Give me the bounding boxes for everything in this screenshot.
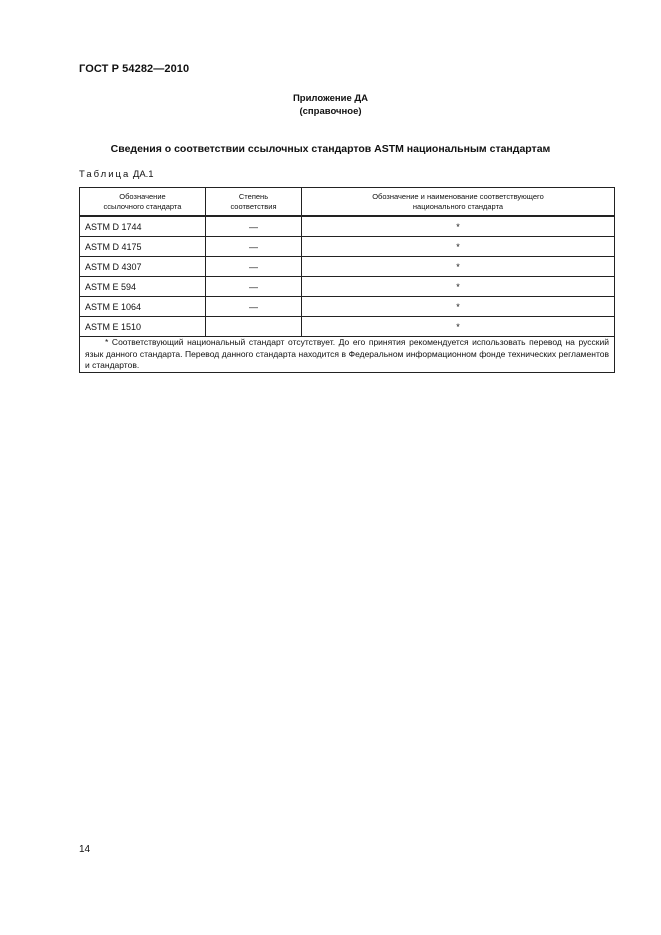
- table-row: [80, 297, 615, 317]
- cell-national: *: [302, 277, 615, 297]
- table-row: [80, 216, 615, 237]
- table-row: [80, 277, 615, 297]
- column-header-line: Обозначение и наименование соответствующего: [372, 191, 544, 201]
- cell-degree: —: [206, 237, 302, 257]
- column-header-degree: [206, 188, 302, 217]
- cell-standard: ASTM E 594: [80, 277, 206, 297]
- cell-standard: ASTM D 1744: [80, 216, 206, 237]
- table-caption: [79, 169, 154, 180]
- appendix-heading: [0, 92, 661, 118]
- column-header-line: ссылочного стандарта: [103, 201, 182, 211]
- cell-national: *: [302, 297, 615, 317]
- cell-standard: ASTM D 4175: [80, 237, 206, 257]
- document-code: ГОСТ Р 54282—2010: [79, 63, 190, 75]
- column-header-line: соответствия: [230, 201, 277, 211]
- cell-degree: —: [206, 216, 302, 237]
- column-header-national: [302, 188, 615, 217]
- cell-degree: [206, 317, 302, 337]
- cell-national: *: [302, 216, 615, 237]
- table-caption-word: Таблица: [79, 169, 131, 180]
- column-header-line: национального стандарта: [412, 201, 504, 211]
- table-row: [80, 257, 615, 277]
- standards-table: [79, 187, 615, 373]
- column-header-standard: [80, 188, 206, 217]
- section-title: Сведения о соответствии ссылочных стандартов ASTM национальным стандартам: [110, 143, 551, 155]
- table-caption-number: ДА.1: [132, 169, 154, 180]
- page-number: 14: [79, 844, 91, 855]
- footnote-text: * Соответствующий национальный стандарт отсутствует. До его принятия рекомендуется использовать перевод на русский язык данного стандарта. Перевод данного стандарта находится в Федеральном информационном фонде технических регламентов и стандартов.: [85, 337, 609, 370]
- cell-national: *: [302, 317, 615, 337]
- cell-standard: ASTM E 1510: [80, 317, 206, 337]
- table-row: [80, 237, 615, 257]
- table-footnote: [80, 337, 615, 373]
- table-header-row: [80, 188, 615, 217]
- cell-degree: —: [206, 277, 302, 297]
- cell-degree: —: [206, 297, 302, 317]
- table-note-row: [80, 337, 615, 373]
- appendix-subtitle: (справочное): [299, 106, 362, 117]
- cell-standard: ASTM E 1064: [80, 297, 206, 317]
- cell-standard: ASTM D 4307: [80, 257, 206, 277]
- cell-national: *: [302, 237, 615, 257]
- table-row: [80, 317, 615, 337]
- cell-degree: —: [206, 257, 302, 277]
- appendix-title: Приложение ДА: [292, 93, 369, 104]
- column-header-line: Обозначение: [119, 191, 166, 201]
- column-header-line: Степень: [238, 191, 269, 201]
- cell-national: *: [302, 257, 615, 277]
